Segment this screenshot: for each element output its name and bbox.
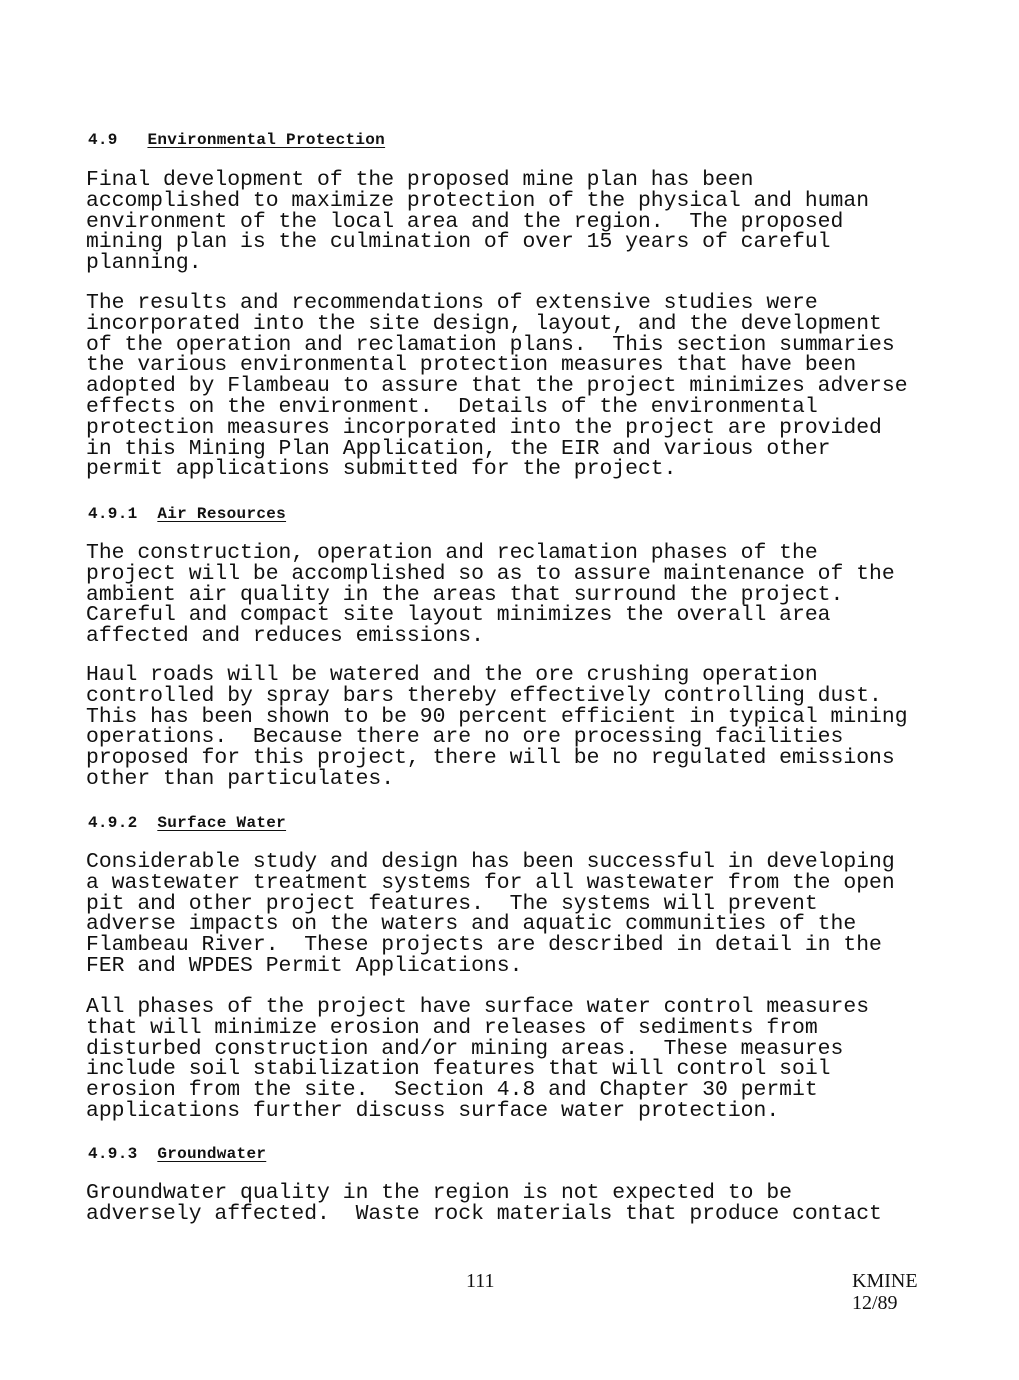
section-heading-4-9-3: [88, 1144, 266, 1164]
paragraph: [86, 997, 966, 1122]
text-line: Flambeau River. These projects are described in detail in the: [86, 933, 882, 958]
text-line: adopted by Flambeau to assure that the project minimizes adverse: [86, 374, 908, 399]
section-title: Environmental Protection: [147, 131, 386, 149]
paragraph: [86, 852, 966, 977]
text-line: disturbed construction and/or mining areas. These measures: [86, 1036, 844, 1061]
text-line: planning.: [86, 251, 202, 276]
text-line: Final development of the proposed mine plan has been: [86, 168, 754, 192]
text-line: protection measures incorporated into the project are provided: [86, 415, 882, 440]
text-line: adversely affected. Waste rock materials that produce contact: [86, 1201, 882, 1226]
section-title: Air Resources: [157, 505, 287, 523]
section-number: 4.9.2: [88, 814, 138, 832]
document-code: [852, 1270, 922, 1314]
paragraph: [86, 170, 966, 274]
text-line: This has been shown to be 90 percent efficient in typical mining: [86, 704, 908, 729]
text-line: environment of the local area and the region. The proposed: [86, 209, 844, 234]
text-line: permit applications submitted for the project.: [86, 457, 677, 482]
text-line: Haul roads will be watered and the ore crushing operation: [86, 663, 818, 687]
paragraph: [86, 543, 966, 647]
section-number: 4.9.3: [88, 1145, 138, 1163]
section-heading-4-9: [88, 130, 385, 150]
text-line: adverse impacts on the waters and aquatic communities of the: [86, 912, 857, 937]
text-line: The construction, operation and reclamation phases of the: [86, 541, 818, 565]
section-title: Groundwater: [157, 1145, 267, 1163]
section-number: 4.9.1: [88, 505, 138, 523]
text-line: incorporated into the site design, layout, and the development: [86, 311, 882, 336]
page-number: 111: [466, 1270, 495, 1292]
paragraph: [86, 1183, 966, 1225]
section-heading-4-9-1: [88, 504, 286, 524]
document-id: KMINE: [852, 1270, 918, 1292]
text-line: controlled by spray bars thereby effectively controlling dust.: [86, 683, 882, 708]
paragraph: [86, 293, 966, 480]
text-line: applications further discuss surface water protection.: [86, 1098, 780, 1123]
text-line: accomplished to maximize protection of the physical and human: [86, 188, 870, 213]
text-line: Careful and compact site layout minimizes the overall area: [86, 603, 831, 628]
text-line: proposed for this project, there will be no regulated emissions: [86, 746, 895, 771]
text-line: erosion from the site. Section 4.8 and Chapter 30 permit: [86, 1078, 818, 1103]
section-title: Surface Water: [157, 814, 287, 832]
text-line: mining plan is the culmination of over 15 years of careful: [86, 230, 831, 255]
text-line: other than particulates.: [86, 766, 395, 791]
text-line: that will minimize erosion and releases of sediments from: [86, 1015, 818, 1040]
text-line: the various environmental protection measures that have been: [86, 353, 857, 378]
text-line: FER and WPDES Permit Applications.: [86, 953, 523, 978]
paragraph: [86, 665, 966, 790]
text-line: ambient air quality in the areas that surround the project.: [86, 582, 844, 607]
text-line: affected and reduces emissions.: [86, 624, 484, 649]
text-line: of the operation and reclamation plans. This section summaries: [86, 332, 895, 357]
text-line: Groundwater quality in the region is not expected to be: [86, 1181, 793, 1205]
text-line: a wastewater treatment systems for all wastewater from the open: [86, 870, 895, 895]
text-line: project will be accomplished so as to assure maintenance of the: [86, 561, 895, 586]
text-line: All phases of the project have surface water control measures: [86, 995, 870, 1019]
text-line: pit and other project features. The systems will prevent: [86, 891, 818, 916]
section-number: 4.9: [88, 131, 118, 149]
section-heading-4-9-2: [88, 813, 286, 833]
text-line: The results and recommendations of extensive studies were: [86, 291, 818, 315]
text-line: Considerable study and design has been successful in developing: [86, 850, 895, 874]
text-line: effects on the environment. Details of the environmental: [86, 394, 818, 419]
document-date: 12/89: [852, 1292, 898, 1314]
text-line: in this Mining Plan Application, the EIR and various other: [86, 436, 831, 461]
text-line: operations. Because there are no ore processing facilities: [86, 725, 844, 750]
text-line: include soil stabilization features that will control soil: [86, 1057, 831, 1082]
